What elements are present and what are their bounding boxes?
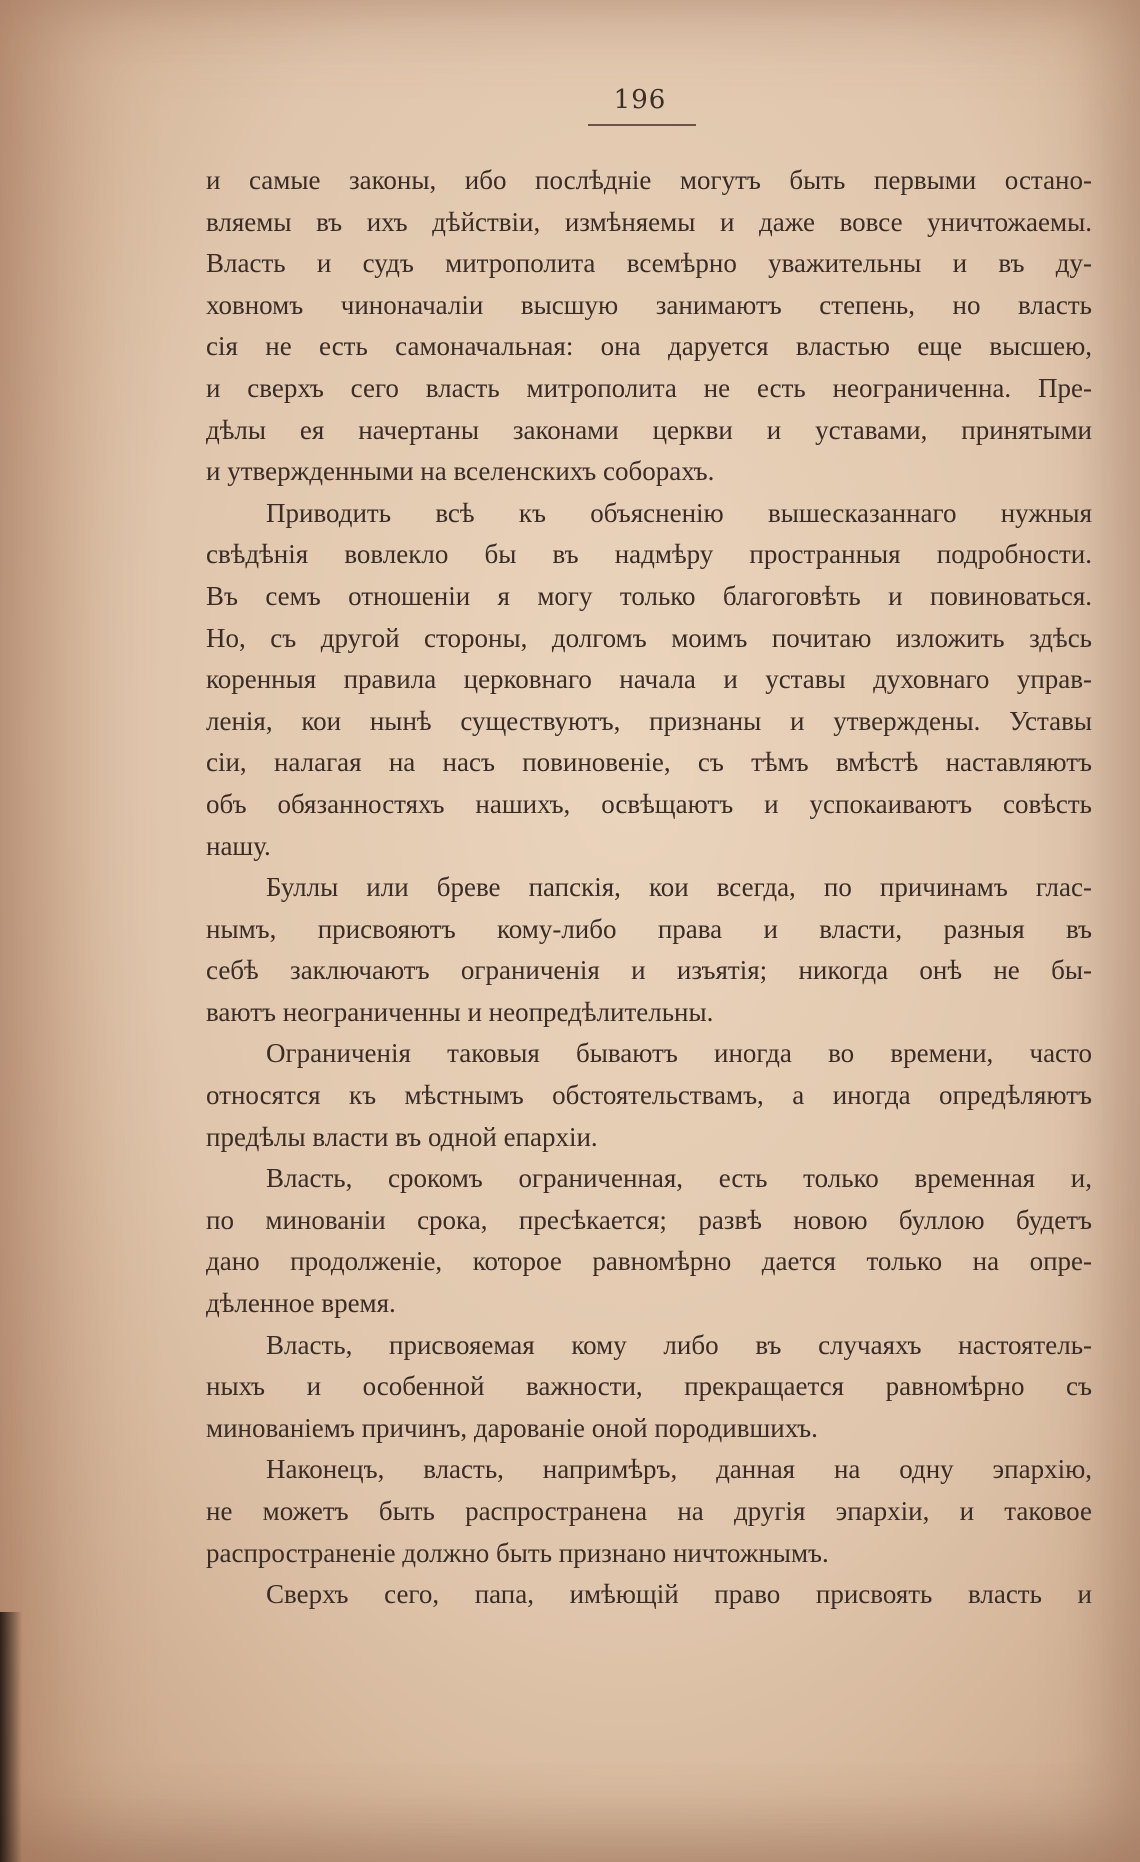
text-line: нашу.: [206, 830, 271, 861]
page-edge-shadow: [0, 1612, 22, 1862]
text-line: коренныя правила церковнаго начала и уставы духовнаго управ-: [206, 664, 1092, 695]
page-number: 196: [613, 85, 667, 115]
text-line: себѣ заключаютъ ограниченія и изъятія; никогда онѣ не бы-: [206, 955, 1092, 986]
text-line: и утвержденными на вселенскихъ соборахъ.: [206, 456, 715, 487]
text-line: Буллы или бреве папскія, кои всегда, по причинамъ глас-: [266, 872, 1092, 903]
text-line: ныхъ и особенной важности, прекращается равномѣрно съ: [206, 1371, 1092, 1402]
text-line: относятся къ мѣстнымъ обстоятельствамъ, а иногда опредѣляютъ: [206, 1080, 1092, 1111]
text-line: объ обязанностяхъ нашихъ, освѣщаютъ и успокаиваютъ совѣсть: [206, 788, 1092, 819]
text-line: дѣленное время.: [206, 1288, 396, 1319]
text-line: ленія, кои нынѣ существуютъ, признаны и утверждены. Уставы: [206, 705, 1092, 736]
text-line: сія не есть самоначальная: она даруется властью еще высшею,: [206, 331, 1092, 362]
text-line: Сверхъ сего, папа, имѣющій право присвоять власть и: [266, 1579, 1092, 1610]
text-line: сіи, налагая на насъ повиновеніе, съ тѣмъ вмѣстѣ наставляютъ: [206, 747, 1092, 778]
text-line: вляемы въ ихъ дѣйствіи, измѣняемы и даже вовсе уничтожаемы.: [206, 206, 1092, 237]
text-line: и самые законы, ибо послѣдніе могутъ быть первыми остано-: [206, 165, 1092, 195]
text-line: дѣлы ея начертаны законами церкви и уставами, принятыми: [206, 414, 1092, 445]
text-line: Власть, присвояемая кому либо въ случаяхъ настоятель-: [266, 1329, 1092, 1360]
body-text: [206, 160, 1092, 1616]
text-line: Приводить всѣ къ объясненію вышесказаннаго нужныя: [266, 497, 1092, 528]
text-line: по минованіи срока, пресѣкается; развѣ новою буллою будетъ: [206, 1204, 1092, 1235]
text-line: Но, съ другой стороны, долгомъ моимъ почитаю изложить здѣсь: [206, 622, 1092, 653]
text-line: свѣдѣнія вовлекло бы въ надмѣру пространныя подробности.: [206, 539, 1092, 570]
text-line: Власть и судъ митрополита всемѣрно уважительны и въ ду-: [206, 248, 1092, 279]
text-line: дано продолженіе, которое равномѣрно дается только на опре-: [206, 1246, 1092, 1277]
text-line: распространеніе должно быть признано ничтожнымъ.: [206, 1537, 829, 1568]
text-line: ваютъ неограниченны и неопредѣлительны.: [206, 996, 714, 1027]
text-line: не можетъ быть распространена на другія эпархіи, и таковое: [206, 1496, 1092, 1526]
text-line: предѣлы власти въ одной епархіи.: [206, 1121, 598, 1152]
text-line: Власть, срокомъ ограниченная, есть только временная и,: [266, 1163, 1092, 1194]
text-line: и сверхъ сего власть митрополита не есть неограниченна. Пре-: [206, 372, 1092, 403]
text-line: минованіемъ причинъ, дарованіе оной породившихъ.: [206, 1412, 818, 1443]
text-line: Въ семъ отношеніи я могу только благоговѣть и повиноваться.: [206, 580, 1092, 611]
text-line: нымъ, присвояютъ кому-либо права и власти, разныя въ: [206, 913, 1092, 944]
text-line: ховномъ чиноначаліи высшую занимаютъ степень, но власть: [206, 289, 1092, 320]
page-number-rule: [588, 124, 696, 126]
text-line: Наконецъ, власть, напримѣръ, данная на одну эпархію,: [266, 1454, 1092, 1485]
text-line: Ограниченія таковыя бываютъ иногда во времени, часто: [266, 1038, 1092, 1069]
